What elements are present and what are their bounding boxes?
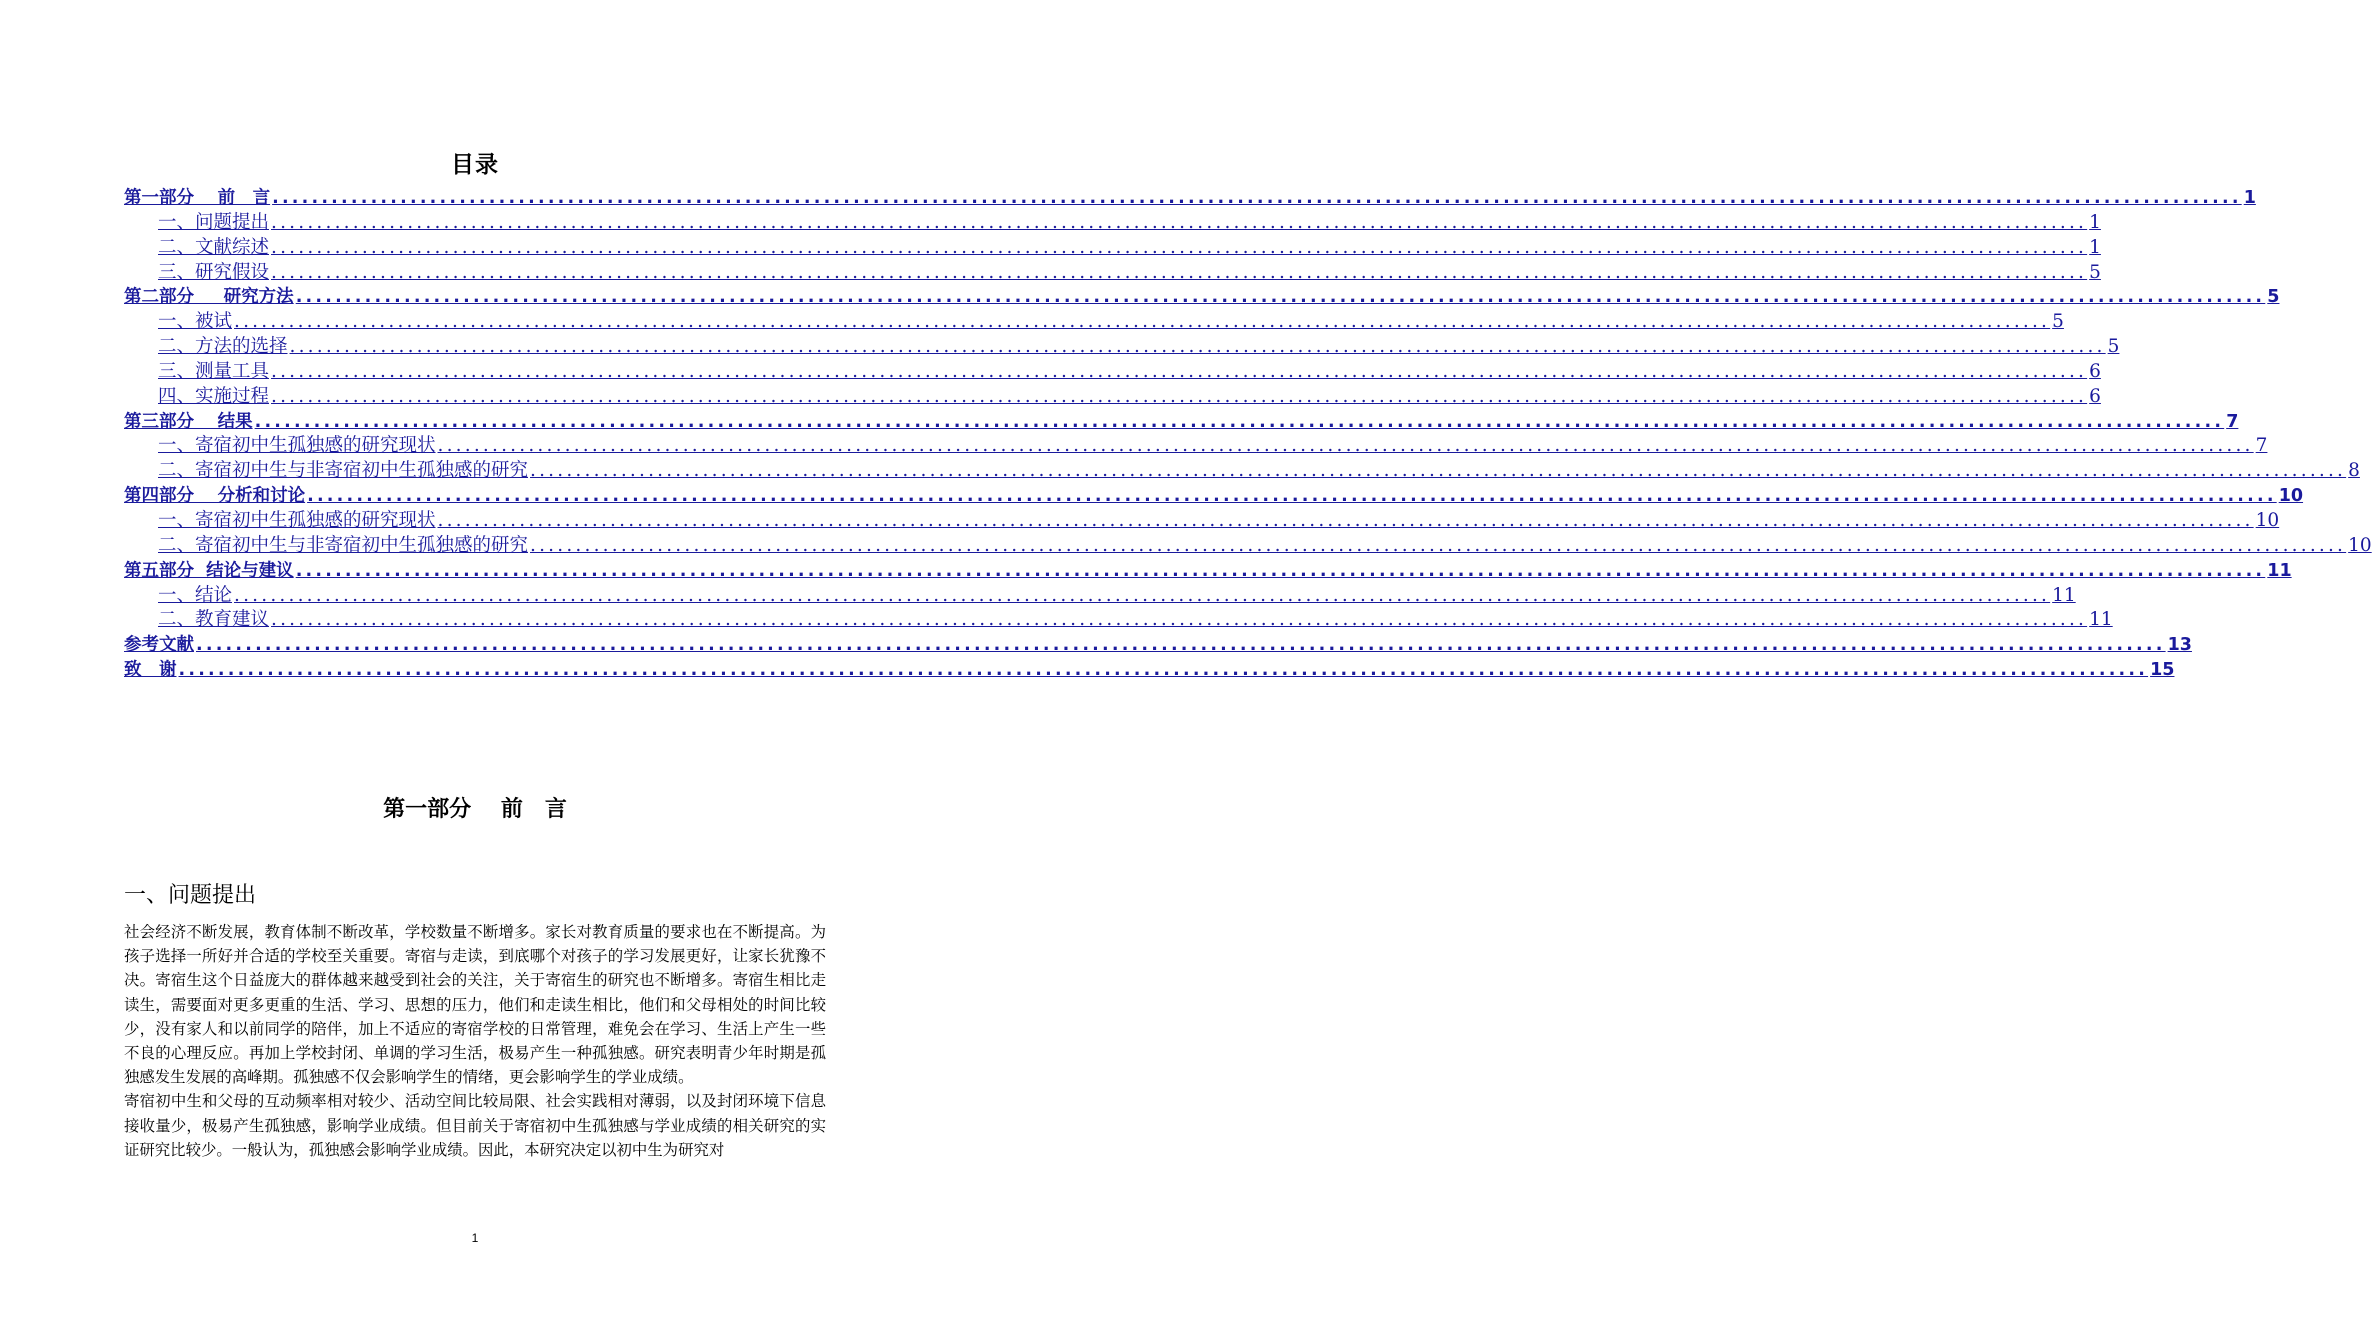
toc-leader-dots: ........................................................................................................................................................................................................ — [295, 560, 2266, 581]
toc-leader-dots: ........................................................................................................................................................................................................ — [530, 460, 2347, 482]
toc-leader-dots: ........................................................................................................................................................................................................ — [272, 188, 2242, 208]
body-text — [124, 920, 826, 1162]
toc-entry-label: 三、测量工具 — [158, 360, 270, 382]
toc-leader-dots: ........................................................................................................................................................................................................ — [178, 660, 2149, 681]
toc-entry-label: 第三部分 结果 — [124, 411, 253, 432]
section-title: 第一部分 前 言 — [383, 797, 567, 822]
toc-entry[interactable] — [124, 484, 2304, 509]
toc-entry-page: 1 — [2089, 236, 2101, 258]
toc-entry[interactable] — [124, 310, 2064, 335]
toc-entry-label: 一、寄宿初中生孤独感的研究现状 — [158, 509, 436, 531]
toc-entry[interactable] — [124, 285, 2280, 310]
toc-entry-label: 二、方法的选择 — [158, 336, 288, 358]
toc-entry-label: 参考文献 — [124, 635, 194, 656]
toc-entry-label: 第五部分 结论与建议 — [124, 560, 294, 581]
toc-entry-page: 6 — [2089, 385, 2101, 407]
toc-entry-label: 第一部分 前 言 — [124, 188, 271, 208]
toc-leader-dots: ........................................................................................................................................................................................................ — [196, 635, 2166, 656]
toc-entry[interactable] — [124, 236, 2101, 261]
toc-entry-label: 致 谢 — [124, 660, 177, 681]
toc-entry[interactable] — [124, 509, 2280, 534]
toc-entry-label: 一、问题提出 — [158, 211, 270, 233]
toc-entry[interactable] — [124, 559, 2292, 584]
toc-entry-page: 11 — [2089, 609, 2113, 631]
toc-entry-page: 5 — [2107, 336, 2120, 358]
toc-leader-dots: ........................................................................................................................................................................................................ — [437, 435, 2254, 457]
toc-entry[interactable] — [124, 658, 2175, 683]
toc-entry[interactable] — [124, 434, 2268, 459]
toc-entry[interactable] — [124, 608, 2113, 633]
toc-entry[interactable] — [124, 360, 2101, 385]
toc-leader-dots: ........................................................................................................................................................................................................ — [307, 486, 2277, 507]
table-of-contents — [124, 186, 2372, 683]
toc-entry-label: 四、实施过程 — [158, 385, 270, 407]
toc-entry-label: 三、研究假设 — [158, 261, 270, 283]
toc-leader-dots: ........................................................................................................................................................................................................ — [271, 609, 2088, 631]
toc-entry-page: 8 — [2348, 460, 2360, 482]
toc-leader-dots: ........................................................................................................................................................................................................ — [271, 261, 2088, 283]
toc-entry-page: 5 — [2089, 261, 2101, 283]
toc-title: 目录 — [451, 152, 499, 178]
toc-entry-page: 1 — [2089, 211, 2101, 233]
toc-entry-page: 15 — [2150, 660, 2175, 681]
toc-entry-page: 10 — [2348, 534, 2372, 556]
toc-leader-dots: ........................................................................................................................................................................................................ — [295, 287, 2266, 308]
toc-entry-label: 一、被试 — [158, 311, 233, 333]
toc-entry-page: 5 — [2267, 287, 2280, 308]
toc-leader-dots: ........................................................................................................................................................................................................ — [437, 509, 2254, 531]
page-number: 1 — [471, 1231, 479, 1245]
toc-entry-label: 二、寄宿初中生与非寄宿初中生孤独感的研究 — [158, 460, 529, 482]
toc-entry-label: 二、文献综述 — [158, 236, 270, 258]
toc-entry-page: 10 — [2255, 509, 2280, 531]
toc-entry-page: 11 — [2267, 560, 2292, 581]
toc-leader-dots: ........................................................................................................................................................................................................ — [271, 385, 2088, 407]
toc-entry-page: 7 — [2226, 411, 2239, 432]
toc-entry[interactable] — [124, 584, 2076, 609]
toc-entry-label: 一、寄宿初中生孤独感的研究现状 — [158, 435, 436, 457]
toc-entry-page: 6 — [2089, 360, 2101, 382]
toc-entry-page: 11 — [2052, 584, 2076, 606]
toc-entry-page: 10 — [2278, 486, 2304, 507]
toc-entry-page: 7 — [2255, 435, 2268, 457]
paragraph: 社会经济不断发展，教育体制不断改革，学校数量不断增多。家长对教育质量的要求也在不断提高。为孩子选择一所好并合适的学校至关重要。寄宿与走读，到底哪个对孩子的学习发展更好，让家长犹豫不决。寄宿生这个日益庞大的群体越来越受到社会的关注，关于寄宿生的研究也不断增多。寄宿生相比走读生，需要面对更多更重的生活、学习、思想的压力，他们和走读生相比，他们和父母相处的时间比较少，没有家人和以前同学的陪伴，加上不适应的寄宿学校的日常管理，难免会在学习、生活上产生一些不良的心理反应。再加上学校封闭、单调的学习生活，极易产生一种孤独感。研究表明青少年时期是孤独感发生发展的高峰期。孤独感不仅会影响学生的情绪，更会影响学生的学业成绩。 — [124, 923, 826, 1087]
toc-entry[interactable] — [124, 410, 2239, 435]
toc-leader-dots: ........................................................................................................................................................................................................ — [234, 311, 2051, 333]
toc-entry-label: 二、教育建议 — [158, 609, 270, 631]
toc-leader-dots: ........................................................................................................................................................................................................ — [234, 584, 2051, 606]
toc-entry-label: 第二部分 研究方法 — [124, 287, 294, 308]
subsection-title: 一、问题提出 — [124, 883, 257, 908]
toc-entry-page: 5 — [2052, 311, 2064, 333]
toc-entry[interactable] — [124, 633, 2192, 658]
toc-leader-dots: ........................................................................................................................................................................................................ — [254, 411, 2225, 432]
toc-entry[interactable] — [124, 186, 2256, 211]
toc-entry[interactable] — [124, 335, 2120, 360]
toc-leader-dots: ........................................................................................................................................................................................................ — [530, 534, 2347, 556]
toc-entry-label: 第四部分 分析和讨论 — [124, 486, 306, 507]
toc-leader-dots: ........................................................................................................................................................................................................ — [271, 360, 2088, 382]
toc-entry-page: 13 — [2167, 635, 2192, 656]
toc-leader-dots: ........................................................................................................................................................................................................ — [289, 336, 2106, 358]
toc-entry-label: 二、寄宿初中生与非寄宿初中生孤独感的研究 — [158, 534, 529, 556]
toc-entry[interactable] — [124, 534, 2372, 559]
toc-entry[interactable] — [124, 385, 2101, 410]
toc-entry[interactable] — [124, 459, 2360, 484]
toc-entry[interactable] — [124, 261, 2101, 286]
toc-leader-dots: ........................................................................................................................................................................................................ — [271, 236, 2088, 258]
toc-leader-dots: ........................................................................................................................................................................................................ — [271, 211, 2088, 233]
toc-entry-page: 1 — [2243, 188, 2256, 208]
paragraph: 寄宿初中生和父母的互动频率相对较少、活动空间比较局限、社会实践相对薄弱，以及封闭环境下信息接收量少，极易产生孤独感，影响学业成绩。但目前关于寄宿初中生孤独感与学业成绩的相关研究的实证研究比较少。一般认为，孤独感会影响学业成绩。因此，本研究决定以初中生为研究对 — [124, 1092, 826, 1159]
toc-entry[interactable] — [124, 211, 2101, 236]
toc-entry-label: 一、结论 — [158, 584, 233, 606]
